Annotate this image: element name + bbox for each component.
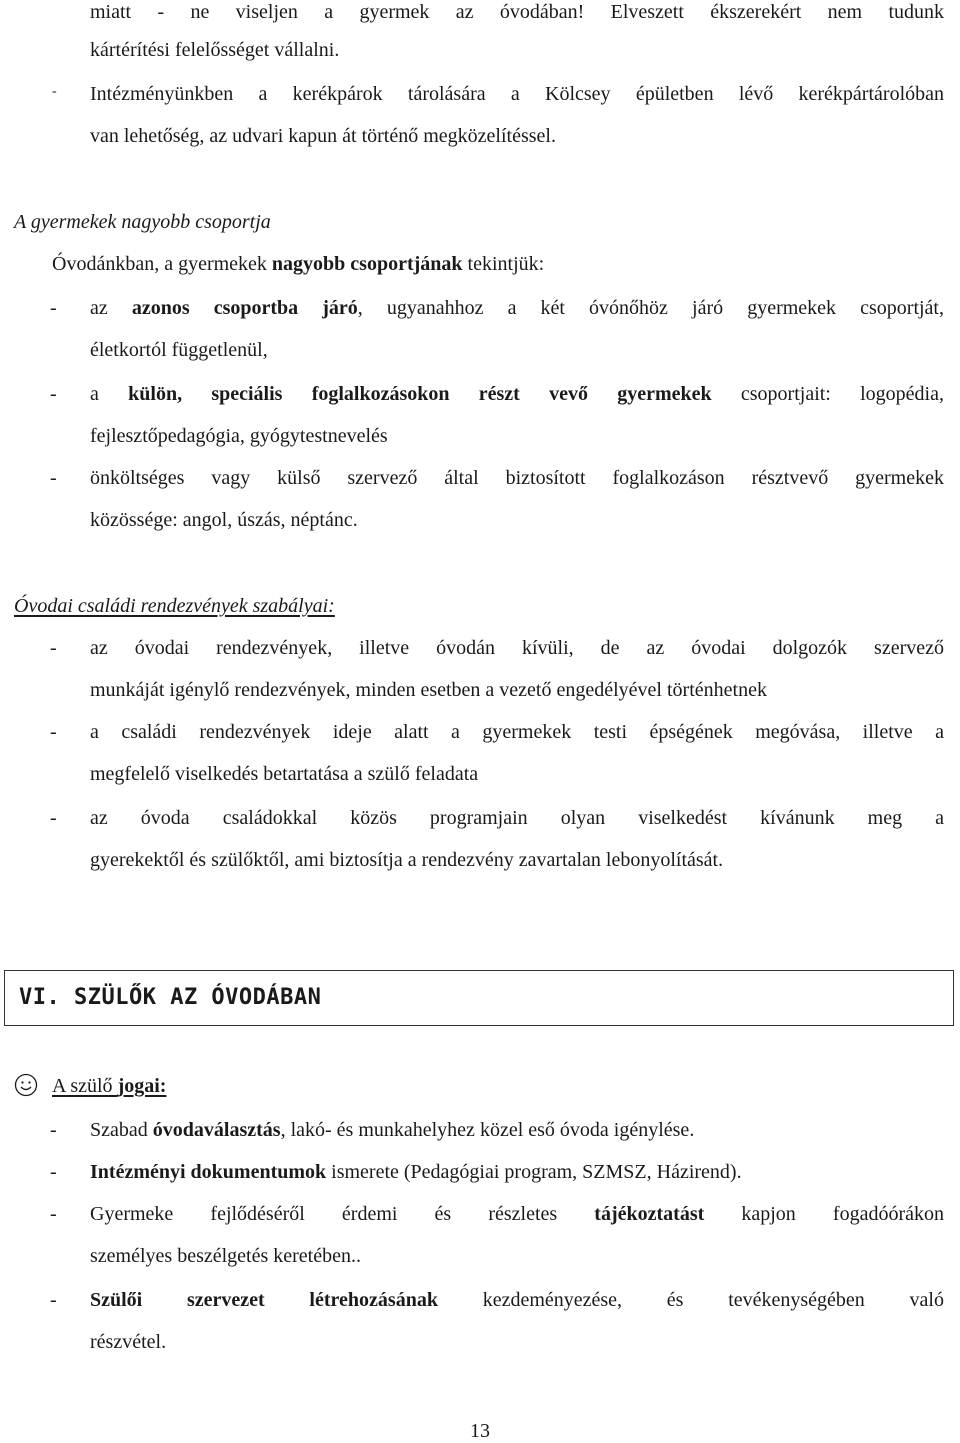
list-dash: - [50, 1119, 57, 1141]
text: miatt - ne viseljen a gyermek az óvodában! Elveszett ékszerekért nem tudunk [90, 1, 944, 23]
list-item [90, 296, 944, 320]
list-item-continuation: személyes beszélgetés keretében.. [90, 1245, 361, 1267]
paragraph-line [90, 0, 944, 24]
list-item [90, 1202, 944, 1226]
text: , ugyanahhoz a két óvónőhöz járó gyermekek csoportját, [357, 297, 944, 319]
text: az óvodai rendezvények, illetve óvodán kívüli, de az óvodai dolgozók szervező [90, 637, 944, 659]
intro-line [52, 252, 544, 276]
list-item [90, 1160, 944, 1184]
list-item [90, 1118, 944, 1142]
list-dash: - [52, 84, 57, 99]
list-dash: - [50, 297, 57, 319]
paragraph-line [90, 82, 944, 106]
text: Szabad [90, 1119, 153, 1141]
list-item-continuation: részvétel. [90, 1331, 167, 1353]
text: kártérítési felelősséget vállalni. [90, 39, 340, 61]
paragraph-line [90, 124, 944, 148]
smiley-icon [14, 1073, 38, 1097]
list-item [90, 636, 944, 660]
text: kapjon fogadóórákon [704, 1203, 944, 1225]
list-item [90, 720, 944, 744]
bold-text: nagyobb csoportjának [271, 253, 463, 275]
list-item [90, 806, 944, 830]
list-item-continuation: megfelelő viselkedés betartatása a szülő feladata [90, 763, 479, 785]
list-dash: - [50, 1203, 57, 1225]
list-item-continuation: életkortól függetlenül, [90, 339, 268, 361]
bold-text: tájékoztatást [594, 1203, 705, 1225]
list-dash: - [50, 1289, 57, 1311]
chapter-heading-box [4, 970, 954, 1026]
text: az óvoda családokkal közös programjain olyan viselkedést kívánunk meg a [90, 807, 944, 829]
list-item-continuation: gyerekektől és szülőktől, ami biztosítja a rendezvény zavartalan lebonyolítását. [90, 849, 724, 871]
rights-heading [52, 1074, 166, 1098]
list-item [90, 466, 944, 490]
list-dash: - [50, 467, 57, 489]
bold-text: Szülői szervezet létrehozásának [90, 1289, 438, 1311]
list-item [90, 1288, 944, 1312]
bold-text: külön, speciális foglalkozásokon részt vevő gyermekek [128, 383, 712, 405]
text: Intézményünkben a kerékpárok tárolására a Kölcsey épületben lévő kerékpártárolóban [90, 83, 944, 105]
bold-text: azonos csoportba járó [131, 297, 358, 319]
section-heading: A gyermekek nagyobb csoportja [14, 211, 271, 233]
bold-text: jogai: [117, 1075, 167, 1097]
text: tekintjük: [462, 253, 545, 275]
text: A szülő [52, 1075, 118, 1097]
text: van lehetőség, az udvari kapun át történő megközelítéssel. [90, 125, 556, 147]
list-item-continuation: fejlesztőpedagógia, gyógytestnevelés [90, 425, 388, 447]
bold-text: óvodaválasztás [152, 1119, 281, 1141]
text: Gyermeke fejlődéséről érdemi és részletes [90, 1203, 595, 1225]
list-dash: - [50, 807, 57, 829]
paragraph-line [90, 38, 944, 62]
text: , lakó- és munkahelyhez közel eső óvoda igénylése. [280, 1119, 695, 1141]
text: a családi rendezvények ideje alatt a gyermekek testi épségének megóvása, illetve a [90, 721, 944, 743]
text: a [90, 383, 129, 405]
text: önköltséges vagy külső szervező által biztosított foglalkozáson résztvevő gyermekek [90, 467, 944, 489]
page-number: 13 [470, 1420, 490, 1442]
section-heading: Óvodai családi rendezvények szabályai: [14, 595, 335, 617]
list-dash: - [50, 721, 57, 743]
text: az [90, 297, 132, 319]
text: kezdeményezése, és tevékenységében való [437, 1289, 944, 1311]
text: Óvodánkban, a gyermekek [52, 253, 272, 275]
bold-text: Intézményi dokumentumok [90, 1161, 327, 1183]
list-dash: - [50, 1161, 57, 1183]
list-dash: - [50, 383, 57, 405]
list-item [90, 382, 944, 406]
list-dash: - [50, 637, 57, 659]
list-item-continuation: közössége: angol, úszás, néptánc. [90, 509, 358, 531]
chapter-title: VI. SZÜLŐK AZ ÓVODÁBAN [19, 985, 322, 1010]
text: csoportjait: logopédia, [711, 383, 944, 405]
text: ismerete (Pedagógiai program, SZMSZ, Házirend). [326, 1161, 742, 1183]
list-item-continuation: munkáját igénylő rendezvények, minden esetben a vezető engedélyével történhetnek [90, 679, 767, 701]
